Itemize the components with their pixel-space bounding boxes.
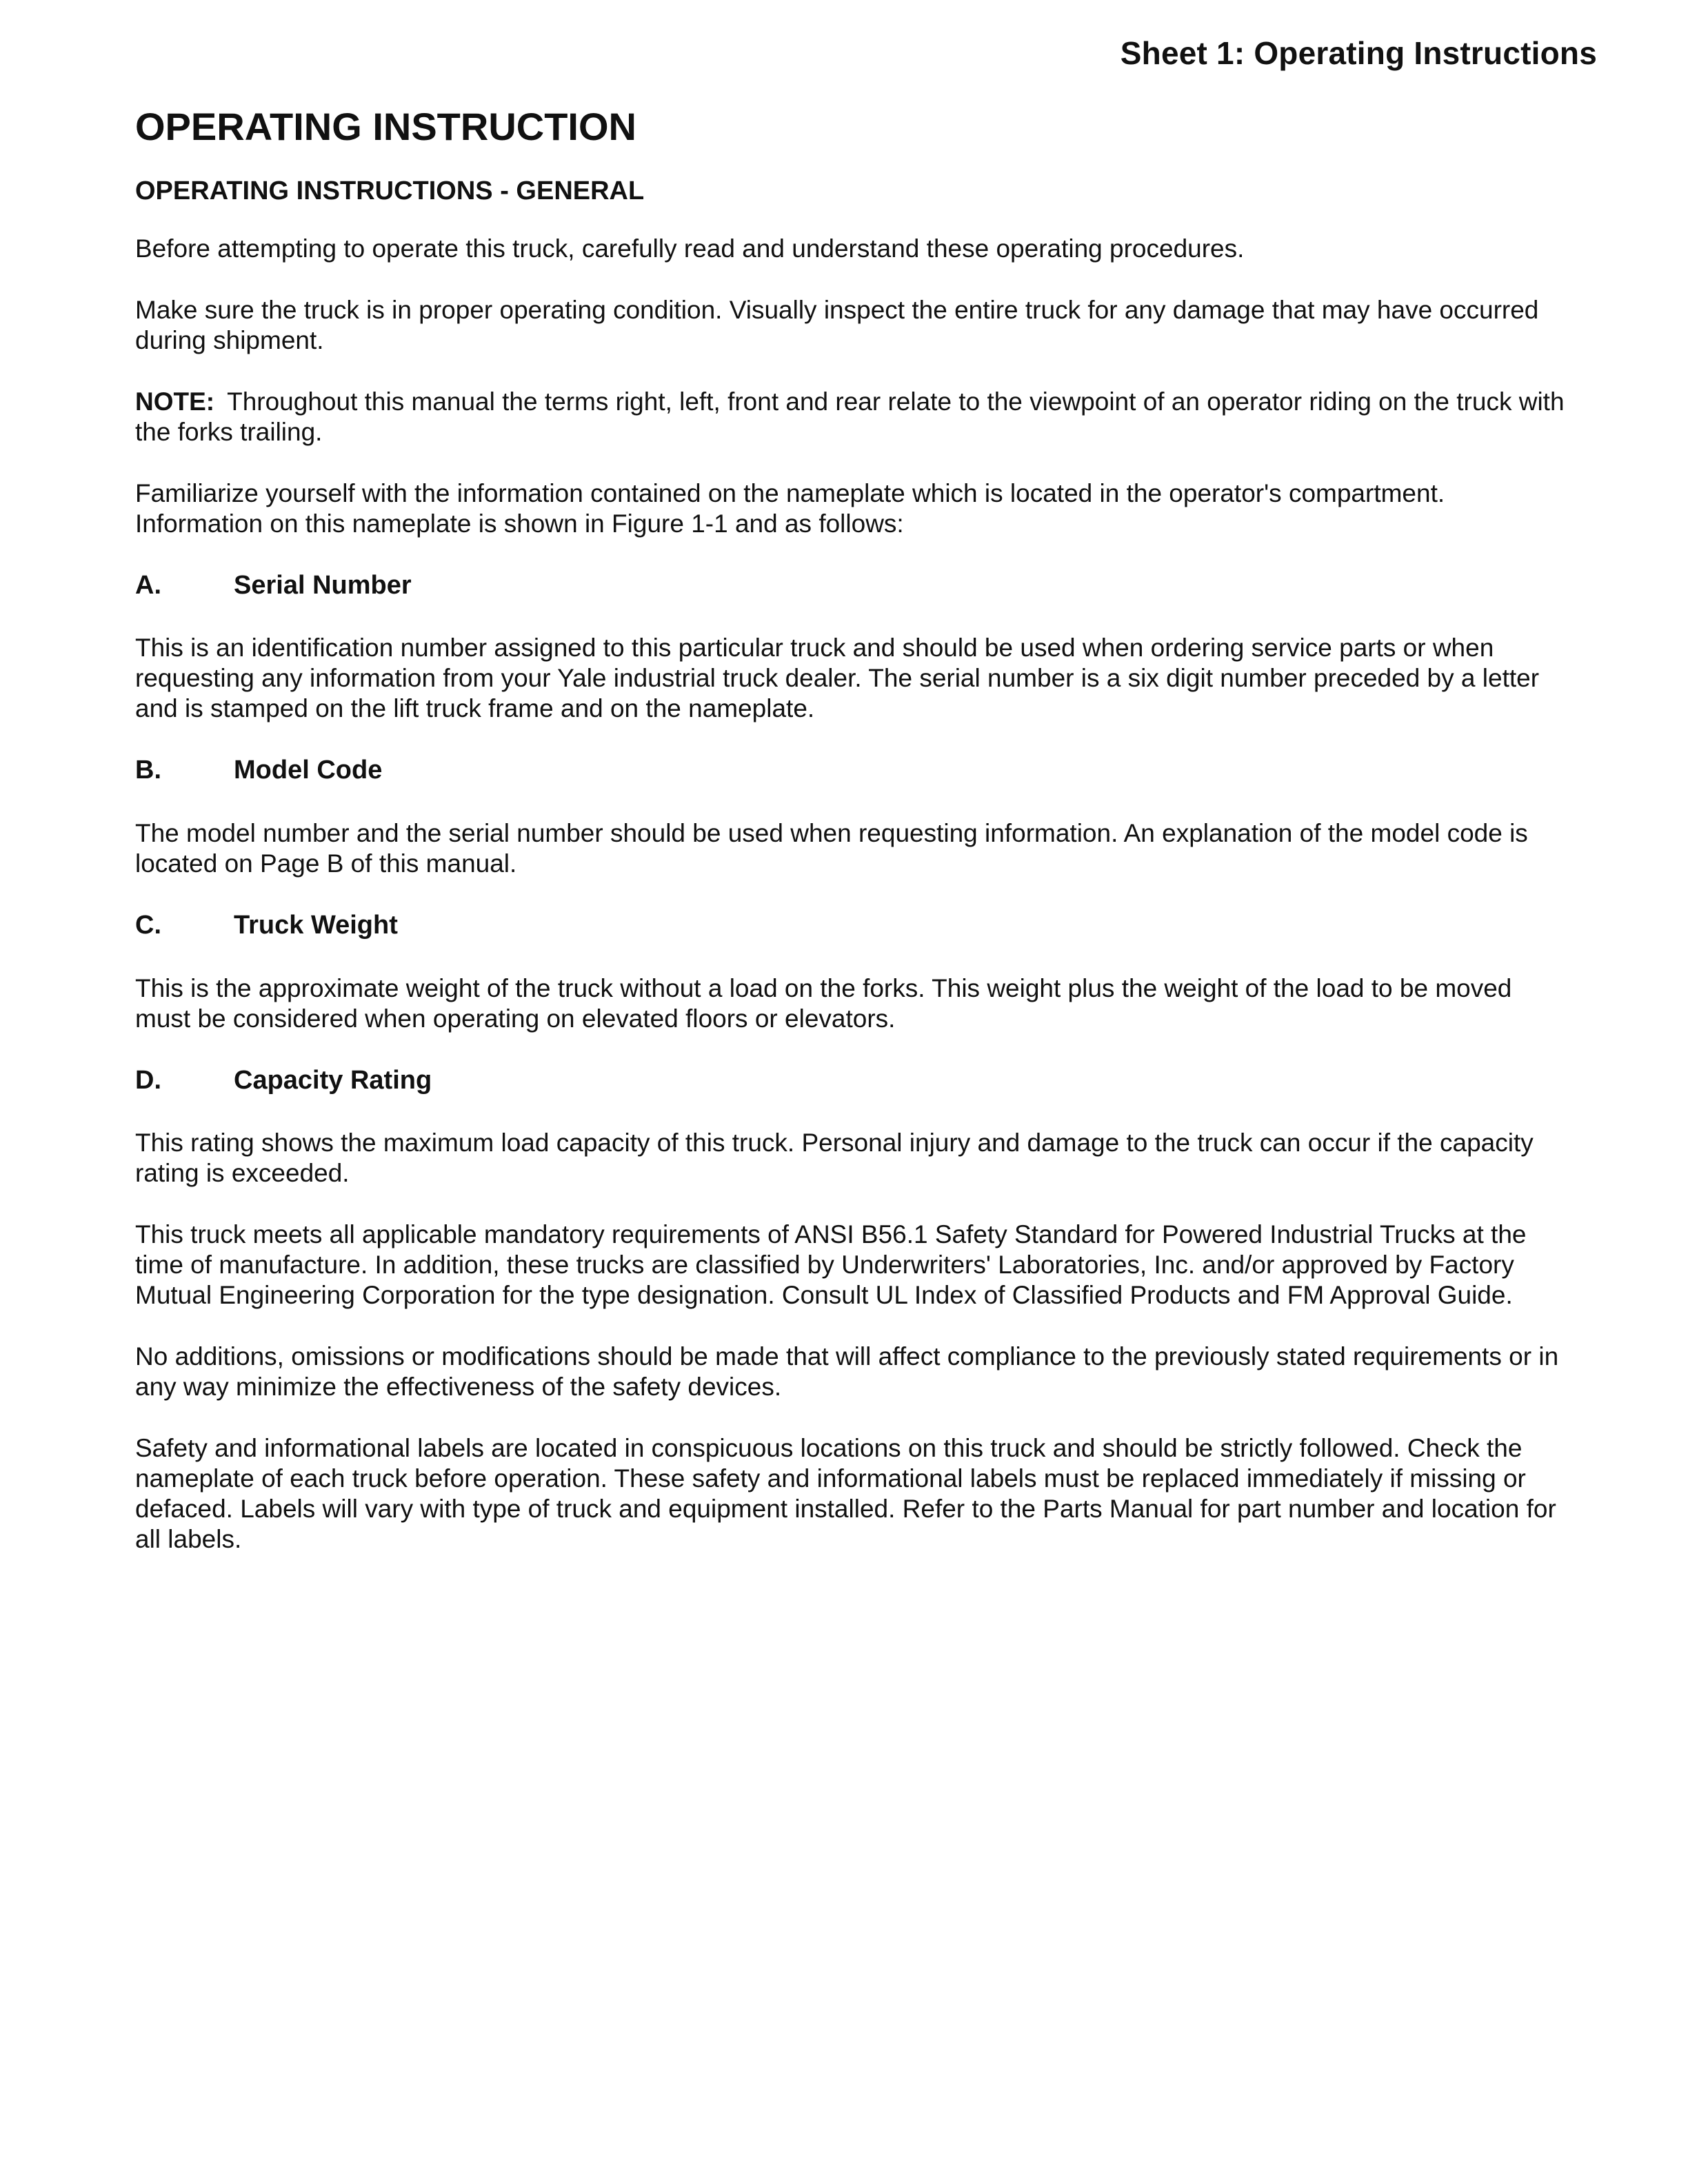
nameplate-paragraph: Familiarize yourself with the information contained on the nameplate which is located in the operator's compartment. Information on this nameplate is shown in Figure 1-1 and as follows:: [135, 478, 1445, 538]
item-text-capacity-rating: This rating shows the maximum load capacity of this truck. Personal injury and damage to the truck can occur if the capacity rating is exceeded.: [135, 1129, 1534, 1188]
labels-paragraph: Safety and informational labels are located in conspicuous locations on this truck and should be strictly followed. Check the nameplate of each truck before operation. These safety and informational labels must be replaced immediately if missing or defaced. Labels will vary with type of truck and equipment installed. Refer to the Parts Manual for part number and location for all labels.: [135, 1434, 1556, 1554]
note-label: NOTE:: [135, 387, 215, 416]
item-title: Truck Weight: [234, 910, 398, 940]
document-body: [135, 103, 1569, 1586]
note-text: Throughout this manual the terms right, left, front and rear relate to the viewpoint of an operator riding on the truck with the forks trailing.: [135, 387, 1565, 446]
inspection-paragraph: Make sure the truck is in proper operating condition. Visually inspect the entire truck for any damage that may have occurred during shipment.: [135, 295, 1539, 354]
modifications-paragraph: No additions, omissions or modifications should be made that will affect compliance to the previously stated requirements or in any way minimize the effectiveness of the safety devices.: [135, 1342, 1559, 1402]
item-letter: C.: [135, 910, 161, 940]
item-text-model-code: The model number and the serial number should be used when requesting information. An explanation of the model code is located on Page B of this manual.: [135, 818, 1528, 878]
item-heading-serial-number: [135, 570, 1569, 602]
item-text-serial-number: This is an identification number assigned to this particular truck and should be used when ordering service parts or when requesting any information from your Yale industrial truck dealer. The serial number is a six digit number preceded by a letter and is stamped on the lift truck frame and on the nameplate.: [135, 634, 1540, 723]
note-paragraph: [135, 387, 1569, 447]
item-text-truck-weight: This is the approximate weight of the truck without a load on the forks. This weight plus the weight of the load to be moved must be considered when operating on elevated floors or elevators.: [135, 973, 1512, 1033]
section-heading: OPERATING INSTRUCTIONS - GENERAL: [135, 176, 645, 206]
intro-paragraph: Before attempting to operate this truck, carefully read and understand these operating procedures.: [135, 234, 1245, 263]
item-heading-model-code: [135, 755, 1569, 787]
item-letter: A.: [135, 570, 161, 600]
sheet-header: Sheet 1: Operating Instructions: [1120, 35, 1597, 71]
item-letter: B.: [135, 756, 161, 785]
item-heading-capacity-rating: [135, 1065, 1569, 1097]
item-letter: D.: [135, 1065, 161, 1095]
item-title: Serial Number: [234, 570, 412, 600]
compliance-paragraph: This truck meets all applicable mandatory requirements of ANSI B56.1 Safety Standard for Powered Industrial Trucks at the time of manufacture. In addition, these trucks are classified by Underwriters' Laboratories, Inc. and/or approved by Factory Mutual Engineering Corporation for the type designation. Consult UL Index of Classified Products and FM Approval Guide.: [135, 1220, 1527, 1310]
item-title: Model Code: [234, 756, 383, 785]
item-title: Capacity Rating: [234, 1065, 432, 1095]
item-heading-truck-weight: [135, 910, 1569, 942]
document-title: OPERATING INSTRUCTION: [135, 105, 636, 148]
